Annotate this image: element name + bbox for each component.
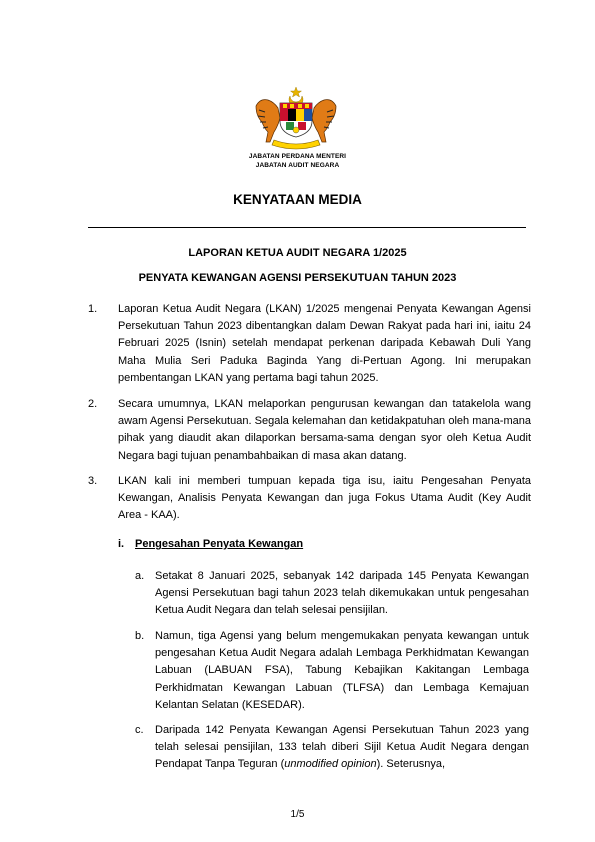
subitem-label: a. (135, 570, 145, 582)
page-number: 1/5 (290, 809, 305, 820)
paragraph-number: 1. (88, 303, 98, 315)
subitem-label: b. (135, 630, 145, 642)
report-title: LAPORAN KETUA AUDIT NEGARA 1/2025 (188, 247, 407, 259)
subitem-text: Namun, tiga Agensi yang belum mengemukakan penyata kewangan untuk pengesahan Ketua Audit Negara adalah Lembaga Perkhidmatan Kewangan Labuan (LABUAN FSA), Tabung Kebajikan Kakitangan Lembaga Perkhidmatan Kewangan Labuan (TLFSA) dan Lembaga Kemajuan Kelantan Selatan (KESEDAR). (155, 630, 529, 711)
paragraph-number: 3. (88, 475, 98, 487)
report-subtitle: PENYATA KEWANGAN AGENSI PERSEKUTUAN TAHUN 2023 (138, 272, 457, 284)
subitem-text: Setakat 8 Januari 2025, sebanyak 142 daripada 145 Penyata Kewangan Agensi Persekutuan bagi tahun 2023 telah dikemukakan untuk pengesahan Ketua Audit Negara dan telah selesai pensijilan. (155, 570, 529, 617)
subitem-text (155, 722, 529, 774)
section-number: i. (118, 538, 125, 550)
subitem-text-part: Daripada 142 Penyata Kewangan Agensi Persekutuan Tahun 2023 yang telah selesai pensijilan, 133 telah diberi Sijil Ketua Audit Negara dengan Pendapat Tanpa Teguran ( (155, 724, 529, 771)
subitem-text-italic: unmodified opinion (284, 758, 377, 771)
agency-name-line2: JABATAN AUDIT NEGARA (255, 162, 340, 169)
paragraph-text: LKAN kali ini memberi tumpuan kepada tiga isu, iaitu Pengesahan Penyata Kewangan, Analisis Penyata Kewangan dan juga Fokus Utama Audit (Key Audit Area - KAA). (118, 475, 531, 522)
paragraph-text: Laporan Ketua Audit Negara (LKAN) 1/2025 mengenai Penyata Kewangan Agensi Persekutuan Tahun 2023 dibentangkan dalam Dewan Rakyat pada hari ini, iaitu 24 Februari 2025 (Isnin) setelah mendapat perkenan daripada Kebawah Duli Yang Maha Mulia Seri Paduka Baginda Yang di-Pertuan Agong. Ini merupakan pembentangan LKAN yang pertama bagi tahun 2025. (118, 303, 531, 384)
title-divider (88, 227, 526, 228)
paragraph-number: 2. (88, 398, 98, 410)
page-title: KENYATAAN MEDIA (233, 192, 362, 207)
paragraph-text: Secara umumnya, LKAN melaporkan pengurusan kewangan dan tatakelola wang awam Agensi Persekutuan. Segala kelemahan dan ketidakpatuhan oleh mana-mana pihak yang diaudit akan dilaporkan bersama-sama dengan syor oleh Ketua Audit Negara bagi tujuan penambahbaikan di masa akan datang. (118, 398, 531, 462)
coat-of-arms-logo (250, 86, 342, 150)
agency-name-line1: JABATAN PERDANA MENTERI (248, 153, 347, 160)
section-title: Pengesahan Penyata Kewangan (135, 538, 304, 550)
subitem-text-part: ). Seterusnya, (376, 758, 446, 771)
subitem-label: c. (135, 724, 144, 736)
